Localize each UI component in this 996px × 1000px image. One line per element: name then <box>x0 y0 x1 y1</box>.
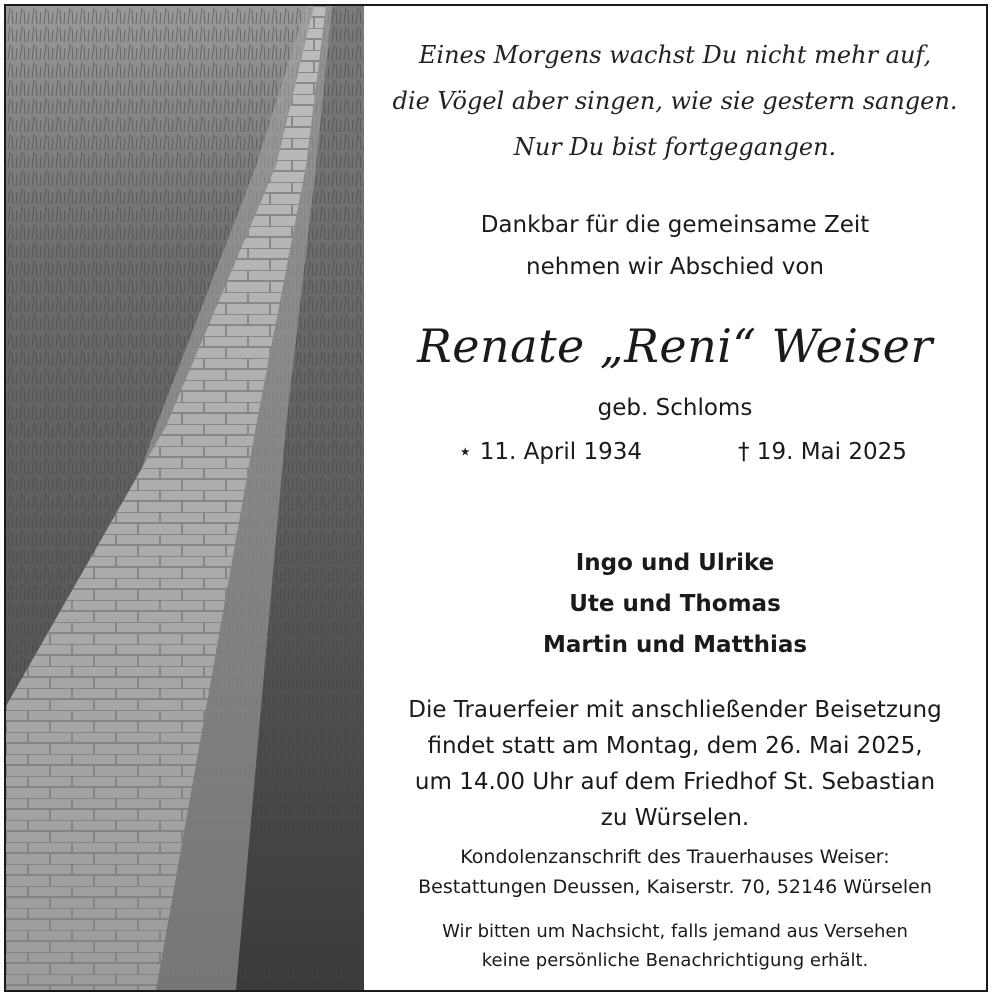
maiden-name: geb. Schloms <box>597 395 753 421</box>
birth-date: ⋆ 11. April 1934 <box>458 439 643 465</box>
path-photo <box>6 6 364 990</box>
family-line: Martin und Matthias <box>542 632 808 658</box>
intro-line: nehmen wir Abschied von <box>526 254 824 280</box>
notification-notice <box>364 917 986 975</box>
funeral-details <box>364 692 986 836</box>
poem-line: Nur Du bist fortgegangen. <box>513 133 837 161</box>
family-line: Ute und Thomas <box>569 591 781 617</box>
poem-line: Eines Morgens wachst Du nicht mehr auf, <box>418 41 932 69</box>
life-dates <box>364 432 986 472</box>
ceremony-line: zu Würselen. <box>600 805 750 831</box>
family-line: Ingo und Ulrike <box>575 550 775 576</box>
ceremony-line: findet statt am Montag, dem 26. Mai 2025, <box>427 733 923 759</box>
deceased-name: Renate „Reni“ Weiser <box>417 319 933 373</box>
intro-line: Dankbar für die gemeinsame Zeit <box>480 212 870 238</box>
notice-line: keine persönliche Benachrichtigung erhält. <box>481 950 869 971</box>
condolence-line: Kondolenzanschrift des Trauerhauses Weiser: <box>460 846 890 868</box>
notice-line: Wir bitten um Nachsicht, falls jemand aus Versehen <box>442 921 908 942</box>
intro-text <box>364 204 986 288</box>
brick-path-image <box>6 6 364 990</box>
obituary-text <box>364 6 986 990</box>
family-members <box>364 543 986 666</box>
ceremony-line: Die Trauerfeier mit anschließender Beisetzung <box>408 697 942 723</box>
ceremony-line: um 14.00 Uhr auf dem Friedhof St. Sebastian <box>414 769 936 795</box>
condolence-line: Bestattungen Deussen, Kaiserstr. 70, 52146 Würselen <box>418 876 932 898</box>
poem <box>364 32 986 170</box>
death-date: † 19. Mai 2025 <box>738 439 907 465</box>
condolence-address <box>364 842 986 902</box>
obituary-frame <box>4 4 988 992</box>
poem-line: die Vögel aber singen, wie sie gestern sangen. <box>392 87 958 115</box>
